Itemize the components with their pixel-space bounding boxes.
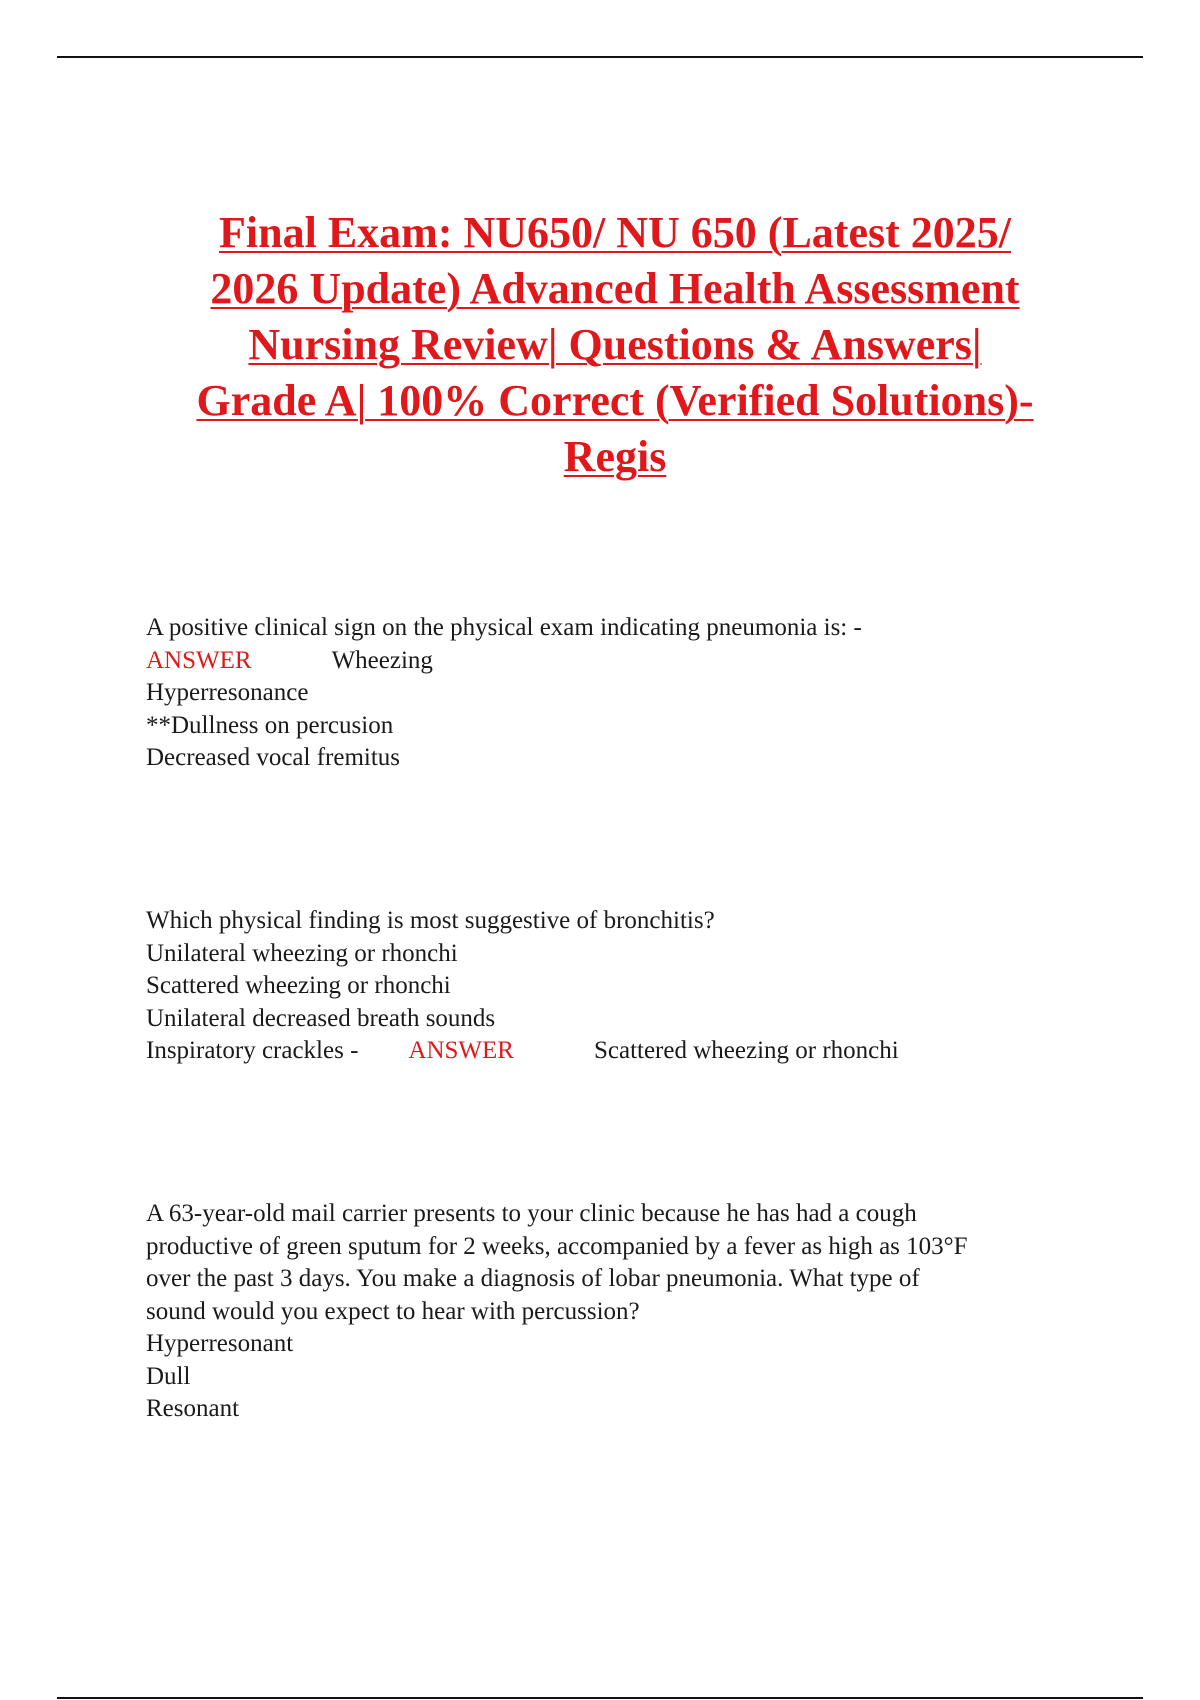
option-line: Inspiratory crackles - [146, 1037, 359, 1064]
question-stem: A positive clinical sign on the physical exam indicating pneumonia is: - [146, 614, 862, 641]
option-line: Hyperresonance [146, 679, 309, 706]
option-line: Unilateral decreased breath sounds [146, 1004, 496, 1032]
question-block-2 [146, 905, 1106, 1068]
answer-label: ANSWER [146, 646, 252, 674]
question-stem-line: A 63-year-old mail carrier presents to your clinic because he has had a cough [146, 1200, 917, 1227]
answer-label: ANSWER [408, 1037, 514, 1064]
bottom-rule [57, 1697, 1143, 1699]
option-line: **Dullness on percusion [146, 711, 394, 739]
question-stem-line: over the past 3 days. You make a diagnosis of lobar pneumonia. What type of [146, 1265, 920, 1292]
title-line-1: Final Exam: NU650/ NU 650 (Latest 2025/ [219, 208, 1011, 257]
title-line-3: Nursing Review| Questions & Answers| [248, 320, 982, 369]
option-line: Scattered wheezing or rhonchi [146, 972, 451, 999]
title-line-4: Grade A| 100% Correct (Verified Solutions)- [196, 376, 1034, 425]
answer-value: Scattered wheezing or rhonchi [593, 1037, 899, 1064]
option-line: Hyperresonant [146, 1330, 294, 1357]
answer-row [146, 1035, 1106, 1068]
question-block-1 [146, 612, 1106, 775]
option-line: Dull [146, 1362, 191, 1390]
question-stem-line: productive of green sputum for 2 weeks, accompanied by a fever as high as 103°F [146, 1232, 968, 1260]
title-line-5: Regis [563, 432, 667, 481]
option-line: Decreased vocal fremitus [146, 744, 401, 771]
title-line-2: 2026 Update) Advanced Health Assessment [210, 264, 1020, 313]
question-stem: Which physical finding is most suggestive of bronchitis? [146, 907, 715, 934]
question-stem-line: sound would you expect to hear with percussion? [146, 1297, 640, 1325]
answer-value: Wheezing [331, 646, 433, 674]
top-rule [57, 56, 1143, 58]
option-line: Resonant [146, 1395, 240, 1422]
document-title [120, 205, 1110, 485]
answer-row [146, 645, 1106, 678]
option-line: Unilateral wheezing or rhonchi [146, 939, 458, 967]
question-block-3 [146, 1198, 1106, 1426]
